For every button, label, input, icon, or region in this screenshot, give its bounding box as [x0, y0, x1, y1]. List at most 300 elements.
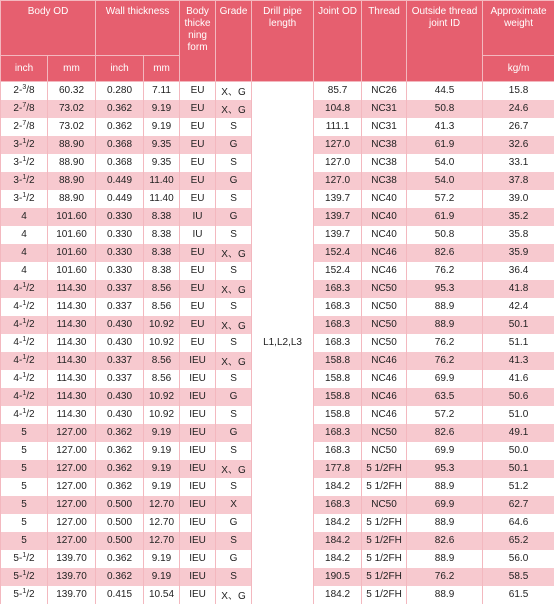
- cell-body-od-mm: 127.00: [48, 424, 96, 442]
- cell-grade: S: [216, 226, 252, 244]
- cell-joint-id: 69.9: [407, 442, 483, 460]
- cell-wall-mm: 10.54: [144, 586, 180, 604]
- cell-thread: 5 1/2FH: [362, 532, 407, 550]
- cell-body-od-inch: [1, 100, 48, 118]
- cell-body-od-mm: 114.30: [48, 388, 96, 406]
- cell-thread: NC38: [362, 154, 407, 172]
- cell-wall-mm: 7.11: [144, 82, 180, 100]
- cell-joint-id: 44.5: [407, 82, 483, 100]
- od-inch-whole: 3-: [13, 193, 22, 204]
- cell-weight: 37.8: [483, 172, 554, 190]
- cell-weight: 26.7: [483, 118, 554, 136]
- od-inch-whole: 4-: [13, 391, 22, 402]
- cell-joint-id: 82.6: [407, 532, 483, 550]
- cell-wall-mm: 9.35: [144, 136, 180, 154]
- cell-weight: 35.8: [483, 226, 554, 244]
- cell-wall-inch: 0.362: [96, 100, 144, 118]
- cell-joint-od: 139.7: [314, 226, 362, 244]
- od-inch-numerator: 1: [22, 174, 26, 181]
- cell-weight: 41.8: [483, 280, 554, 298]
- cell-joint-id: 54.0: [407, 172, 483, 190]
- cell-drill-pipe-length: L1,L2,L3: [252, 82, 314, 604]
- od-inch-whole: 4-: [13, 337, 22, 348]
- cell-grade: S: [216, 334, 252, 352]
- od-inch-whole: 4-: [13, 301, 22, 312]
- cell-wall-inch: 0.368: [96, 154, 144, 172]
- cell-grade: G: [216, 514, 252, 532]
- cell-joint-id: 69.9: [407, 370, 483, 388]
- table-row: [1, 82, 554, 100]
- cell-thickening-form: EU: [180, 100, 216, 118]
- od-inch-whole: 4-: [13, 355, 22, 366]
- cell-body-od-inch: [1, 136, 48, 154]
- cell-joint-od: 158.8: [314, 352, 362, 370]
- cell-joint-id: 95.3: [407, 460, 483, 478]
- od-inch-numerator: 1: [22, 408, 26, 415]
- cell-body-od-mm: 127.00: [48, 442, 96, 460]
- cell-body-od-mm: 127.00: [48, 496, 96, 514]
- od-inch-denominator: /2: [26, 337, 34, 348]
- cell-thread: NC46: [362, 352, 407, 370]
- od-inch-whole: 4: [21, 229, 27, 240]
- cell-thickening-form: IU: [180, 208, 216, 226]
- cell-body-od-mm: 101.60: [48, 208, 96, 226]
- cell-grade: G: [216, 424, 252, 442]
- cell-wall-mm: 12.70: [144, 532, 180, 550]
- cell-body-od-mm: 114.30: [48, 352, 96, 370]
- od-inch-whole: 4: [21, 265, 27, 276]
- header-approximate-weight: Approximate weight: [483, 1, 554, 56]
- od-inch-numerator: 1: [22, 354, 26, 361]
- cell-thickening-form: EU: [180, 280, 216, 298]
- cell-thread: NC50: [362, 496, 407, 514]
- cell-grade: G: [216, 388, 252, 406]
- cell-body-od-inch: [1, 388, 48, 406]
- cell-thread: 5 1/2FH: [362, 478, 407, 496]
- cell-weight: 50.1: [483, 460, 554, 478]
- od-inch-whole: 3-: [13, 157, 22, 168]
- od-inch-whole: 4: [21, 211, 27, 222]
- cell-wall-inch: 0.362: [96, 478, 144, 496]
- cell-thickening-form: IEU: [180, 388, 216, 406]
- cell-joint-od: 111.1: [314, 118, 362, 136]
- cell-joint-id: 57.2: [407, 406, 483, 424]
- header-body-od: Body OD: [1, 1, 96, 56]
- cell-wall-inch: 0.430: [96, 334, 144, 352]
- cell-joint-od: 168.3: [314, 424, 362, 442]
- cell-grade: S: [216, 478, 252, 496]
- cell-grade: X、G: [216, 244, 252, 262]
- od-inch-numerator: 1: [22, 156, 26, 163]
- cell-grade: S: [216, 118, 252, 136]
- od-inch-whole: 5: [21, 535, 27, 546]
- cell-joint-id: 76.2: [407, 568, 483, 586]
- cell-body-od-mm: 139.70: [48, 568, 96, 586]
- cell-joint-od: 139.7: [314, 208, 362, 226]
- cell-weight: 33.1: [483, 154, 554, 172]
- cell-thread: 5 1/2FH: [362, 514, 407, 532]
- od-inch-whole: 4: [21, 247, 27, 258]
- od-inch-whole: 4-: [13, 319, 22, 330]
- cell-wall-mm: 9.19: [144, 550, 180, 568]
- cell-joint-id: 76.2: [407, 262, 483, 280]
- od-inch-denominator: /2: [26, 391, 34, 402]
- cell-joint-od: 168.3: [314, 280, 362, 298]
- cell-wall-inch: 0.500: [96, 514, 144, 532]
- cell-weight: 51.0: [483, 406, 554, 424]
- od-inch-denominator: /2: [26, 373, 34, 384]
- od-inch-numerator: 1: [22, 390, 26, 397]
- cell-wall-inch: 0.362: [96, 424, 144, 442]
- cell-thread: NC46: [362, 406, 407, 424]
- cell-wall-mm: 8.38: [144, 208, 180, 226]
- od-inch-numerator: 1: [22, 372, 26, 379]
- cell-body-od-inch: [1, 244, 48, 262]
- cell-weight: 42.4: [483, 298, 554, 316]
- cell-body-od-inch: [1, 496, 48, 514]
- od-inch-whole: 3-: [13, 175, 22, 186]
- cell-body-od-mm: 73.02: [48, 118, 96, 136]
- cell-joint-od: 177.8: [314, 460, 362, 478]
- cell-wall-mm: 11.40: [144, 172, 180, 190]
- cell-thread: 5 1/2FH: [362, 568, 407, 586]
- cell-body-od-mm: 60.32: [48, 82, 96, 100]
- cell-weight: 24.6: [483, 100, 554, 118]
- cell-body-od-inch: [1, 442, 48, 460]
- cell-wall-inch: 0.362: [96, 568, 144, 586]
- cell-grade: X、G: [216, 100, 252, 118]
- cell-wall-inch: 0.337: [96, 298, 144, 316]
- cell-joint-id: 82.6: [407, 424, 483, 442]
- od-inch-denominator: /2: [26, 301, 34, 312]
- cell-wall-mm: 11.40: [144, 190, 180, 208]
- cell-weight: 41.6: [483, 370, 554, 388]
- cell-joint-od: 168.3: [314, 442, 362, 460]
- od-inch-denominator: /2: [26, 409, 34, 420]
- cell-body-od-inch: [1, 172, 48, 190]
- header-wall-thickness: Wall thickness: [96, 1, 180, 56]
- cell-joint-id: 61.9: [407, 136, 483, 154]
- cell-thread: NC38: [362, 172, 407, 190]
- cell-grade: X、G: [216, 586, 252, 604]
- cell-wall-inch: 0.337: [96, 370, 144, 388]
- cell-grade: X、G: [216, 352, 252, 370]
- cell-body-od-mm: 127.00: [48, 514, 96, 532]
- cell-thread: NC46: [362, 388, 407, 406]
- cell-joint-od: 184.2: [314, 532, 362, 550]
- cell-joint-id: 76.2: [407, 352, 483, 370]
- cell-weight: 64.6: [483, 514, 554, 532]
- cell-body-od-inch: [1, 118, 48, 136]
- cell-body-od-mm: 127.00: [48, 532, 96, 550]
- cell-weight: 61.5: [483, 586, 554, 604]
- cell-weight: 35.2: [483, 208, 554, 226]
- cell-grade: X、G: [216, 82, 252, 100]
- cell-thread: NC26: [362, 82, 407, 100]
- cell-grade: S: [216, 262, 252, 280]
- cell-body-od-mm: 88.90: [48, 190, 96, 208]
- cell-wall-mm: 8.56: [144, 280, 180, 298]
- od-inch-whole: 4-: [13, 283, 22, 294]
- cell-joint-id: 54.0: [407, 154, 483, 172]
- od-inch-numerator: 1: [22, 282, 26, 289]
- cell-thickening-form: IU: [180, 226, 216, 244]
- cell-body-od-inch: [1, 406, 48, 424]
- cell-body-od-mm: 88.90: [48, 154, 96, 172]
- od-inch-whole: 2-: [13, 103, 22, 114]
- cell-body-od-mm: 114.30: [48, 316, 96, 334]
- cell-body-od-inch: [1, 154, 48, 172]
- cell-wall-mm: 8.56: [144, 298, 180, 316]
- cell-body-od-inch: [1, 298, 48, 316]
- cell-wall-mm: 9.19: [144, 100, 180, 118]
- cell-thickening-form: EU: [180, 82, 216, 100]
- cell-grade: X、G: [216, 316, 252, 334]
- cell-thickening-form: IEU: [180, 496, 216, 514]
- cell-body-od-mm: 139.70: [48, 550, 96, 568]
- cell-thickening-form: IEU: [180, 424, 216, 442]
- cell-thread: 5 1/2FH: [362, 460, 407, 478]
- cell-wall-inch: 0.330: [96, 226, 144, 244]
- cell-weight: 56.0: [483, 550, 554, 568]
- cell-wall-mm: 10.92: [144, 406, 180, 424]
- od-inch-denominator: /2: [26, 355, 34, 366]
- cell-body-od-inch: [1, 334, 48, 352]
- od-inch-denominator: /2: [26, 193, 34, 204]
- cell-wall-mm: 9.19: [144, 460, 180, 478]
- cell-wall-inch: 0.330: [96, 208, 144, 226]
- header-body-od-inch: inch: [1, 56, 48, 82]
- od-inch-whole: 4-: [13, 373, 22, 384]
- cell-thickening-form: IEU: [180, 514, 216, 532]
- header-body-od-mm: mm: [48, 56, 96, 82]
- cell-wall-inch: 0.330: [96, 262, 144, 280]
- cell-thickening-form: IEU: [180, 352, 216, 370]
- cell-joint-od: 152.4: [314, 244, 362, 262]
- cell-body-od-mm: 114.30: [48, 334, 96, 352]
- cell-thickening-form: EU: [180, 298, 216, 316]
- od-inch-whole: 5: [21, 499, 27, 510]
- cell-weight: 32.6: [483, 136, 554, 154]
- cell-joint-od: 184.2: [314, 478, 362, 496]
- cell-wall-mm: 10.92: [144, 316, 180, 334]
- cell-body-od-mm: 73.02: [48, 100, 96, 118]
- cell-wall-mm: 9.19: [144, 424, 180, 442]
- cell-wall-inch: 0.500: [96, 532, 144, 550]
- header-outside-thread-joint-id: Outside thread joint ID: [407, 1, 483, 82]
- cell-weight: 49.1: [483, 424, 554, 442]
- cell-weight: 35.9: [483, 244, 554, 262]
- cell-wall-inch: 0.337: [96, 280, 144, 298]
- cell-grade: S: [216, 532, 252, 550]
- cell-grade: S: [216, 442, 252, 460]
- od-inch-whole: 5-: [13, 589, 22, 600]
- od-inch-numerator: 1: [22, 300, 26, 307]
- od-inch-whole: 5: [21, 481, 27, 492]
- od-inch-numerator: 1: [22, 138, 26, 145]
- cell-joint-od: 184.2: [314, 514, 362, 532]
- cell-thickening-form: IEU: [180, 550, 216, 568]
- cell-grade: G: [216, 172, 252, 190]
- od-inch-numerator: 7: [22, 120, 26, 127]
- od-inch-denominator: /2: [26, 319, 34, 330]
- cell-thickening-form: EU: [180, 316, 216, 334]
- cell-thread: NC46: [362, 244, 407, 262]
- cell-wall-mm: 9.19: [144, 478, 180, 496]
- cell-joint-id: 88.9: [407, 316, 483, 334]
- cell-joint-id: 61.9: [407, 208, 483, 226]
- cell-thickening-form: IEU: [180, 586, 216, 604]
- cell-body-od-mm: 101.60: [48, 226, 96, 244]
- od-inch-denominator: /2: [26, 589, 34, 600]
- cell-body-od-inch: [1, 478, 48, 496]
- cell-body-od-inch: [1, 514, 48, 532]
- od-inch-whole: 5-: [13, 571, 22, 582]
- cell-joint-od: 104.8: [314, 100, 362, 118]
- cell-thickening-form: IEU: [180, 442, 216, 460]
- cell-thread: NC40: [362, 226, 407, 244]
- cell-wall-mm: 9.19: [144, 568, 180, 586]
- cell-joint-id: 82.6: [407, 244, 483, 262]
- od-inch-whole: 4-: [13, 409, 22, 420]
- cell-thickening-form: IEU: [180, 568, 216, 586]
- cell-wall-inch: 0.415: [96, 586, 144, 604]
- cell-joint-od: 184.2: [314, 586, 362, 604]
- cell-weight: 50.6: [483, 388, 554, 406]
- cell-joint-od: 85.7: [314, 82, 362, 100]
- cell-thread: NC50: [362, 316, 407, 334]
- cell-thickening-form: EU: [180, 172, 216, 190]
- cell-thread: NC50: [362, 424, 407, 442]
- header-body-thickening-form: Body thicke ning form: [180, 1, 216, 82]
- cell-thickening-form: EU: [180, 190, 216, 208]
- cell-thickening-form: EU: [180, 154, 216, 172]
- cell-wall-mm: 8.56: [144, 370, 180, 388]
- cell-thickening-form: EU: [180, 244, 216, 262]
- cell-body-od-inch: [1, 460, 48, 478]
- cell-thickening-form: IEU: [180, 460, 216, 478]
- cell-grade: X: [216, 496, 252, 514]
- header-drill-pipe-length: Drill pipe length: [252, 1, 314, 82]
- cell-body-od-inch: [1, 586, 48, 604]
- od-inch-numerator: 1: [22, 336, 26, 343]
- cell-wall-inch: 0.500: [96, 496, 144, 514]
- cell-thread: NC50: [362, 442, 407, 460]
- cell-wall-mm: 10.92: [144, 388, 180, 406]
- cell-wall-mm: 9.19: [144, 442, 180, 460]
- od-inch-whole: 2-: [13, 121, 22, 132]
- cell-body-od-inch: [1, 550, 48, 568]
- cell-grade: G: [216, 136, 252, 154]
- spec-table-body: [1, 82, 554, 604]
- cell-thickening-form: EU: [180, 118, 216, 136]
- header-wall-mm: mm: [144, 56, 180, 82]
- cell-body-od-mm: 114.30: [48, 406, 96, 424]
- cell-wall-inch: 0.430: [96, 316, 144, 334]
- cell-body-od-mm: 127.00: [48, 460, 96, 478]
- cell-grade: S: [216, 370, 252, 388]
- cell-body-od-mm: 88.90: [48, 172, 96, 190]
- cell-thread: 5 1/2FH: [362, 550, 407, 568]
- cell-wall-mm: 8.38: [144, 226, 180, 244]
- cell-body-od-inch: [1, 226, 48, 244]
- cell-wall-mm: 12.70: [144, 496, 180, 514]
- cell-body-od-mm: 101.60: [48, 262, 96, 280]
- od-inch-whole: 5: [21, 517, 27, 528]
- cell-thickening-form: IEU: [180, 370, 216, 388]
- cell-joint-id: 41.3: [407, 118, 483, 136]
- cell-grade: G: [216, 550, 252, 568]
- cell-grade: X、G: [216, 460, 252, 478]
- cell-body-od-mm: 127.00: [48, 478, 96, 496]
- header-joint-od: Joint OD: [314, 1, 362, 82]
- cell-thickening-form: IEU: [180, 532, 216, 550]
- cell-joint-id: 50.8: [407, 226, 483, 244]
- cell-wall-inch: 0.337: [96, 352, 144, 370]
- cell-joint-od: 158.8: [314, 370, 362, 388]
- cell-wall-inch: 0.362: [96, 442, 144, 460]
- od-inch-denominator: /2: [26, 175, 34, 186]
- od-inch-numerator: 1: [22, 570, 26, 577]
- cell-thickening-form: IEU: [180, 478, 216, 496]
- cell-thread: NC50: [362, 298, 407, 316]
- cell-wall-mm: 9.19: [144, 118, 180, 136]
- cell-thickening-form: EU: [180, 334, 216, 352]
- cell-joint-id: 95.3: [407, 280, 483, 298]
- cell-body-od-mm: 139.70: [48, 586, 96, 604]
- cell-body-od-mm: 114.30: [48, 370, 96, 388]
- cell-thread: NC46: [362, 370, 407, 388]
- cell-grade: X、G: [216, 280, 252, 298]
- header-weight-unit: kg/m: [483, 56, 554, 82]
- cell-body-od-mm: 88.90: [48, 136, 96, 154]
- cell-wall-mm: 12.70: [144, 514, 180, 532]
- cell-grade: S: [216, 154, 252, 172]
- cell-joint-id: 57.2: [407, 190, 483, 208]
- cell-wall-inch: 0.362: [96, 118, 144, 136]
- cell-joint-id: 88.9: [407, 550, 483, 568]
- cell-joint-od: 127.0: [314, 154, 362, 172]
- cell-wall-mm: 8.56: [144, 352, 180, 370]
- cell-grade: S: [216, 190, 252, 208]
- cell-body-od-inch: [1, 316, 48, 334]
- cell-wall-inch: 0.449: [96, 172, 144, 190]
- cell-joint-id: 63.5: [407, 388, 483, 406]
- od-inch-whole: 5: [21, 427, 27, 438]
- cell-wall-inch: 0.330: [96, 244, 144, 262]
- od-inch-denominator: /2: [26, 553, 34, 564]
- cell-wall-inch: 0.280: [96, 82, 144, 100]
- cell-thickening-form: EU: [180, 262, 216, 280]
- cell-weight: 51.2: [483, 478, 554, 496]
- cell-weight: 50.1: [483, 316, 554, 334]
- cell-body-od-inch: [1, 280, 48, 298]
- cell-wall-mm: 9.35: [144, 154, 180, 172]
- cell-body-od-inch: [1, 262, 48, 280]
- cell-grade: G: [216, 208, 252, 226]
- cell-weight: 39.0: [483, 190, 554, 208]
- cell-joint-id: 88.9: [407, 478, 483, 496]
- cell-wall-mm: 10.92: [144, 334, 180, 352]
- cell-joint-od: 190.5: [314, 568, 362, 586]
- od-inch-whole: 2-: [13, 85, 22, 96]
- cell-wall-inch: 0.362: [96, 550, 144, 568]
- cell-body-od-inch: [1, 424, 48, 442]
- cell-weight: 15.8: [483, 82, 554, 100]
- cell-joint-od: 158.8: [314, 388, 362, 406]
- cell-joint-od: 168.3: [314, 316, 362, 334]
- cell-joint-od: 139.7: [314, 190, 362, 208]
